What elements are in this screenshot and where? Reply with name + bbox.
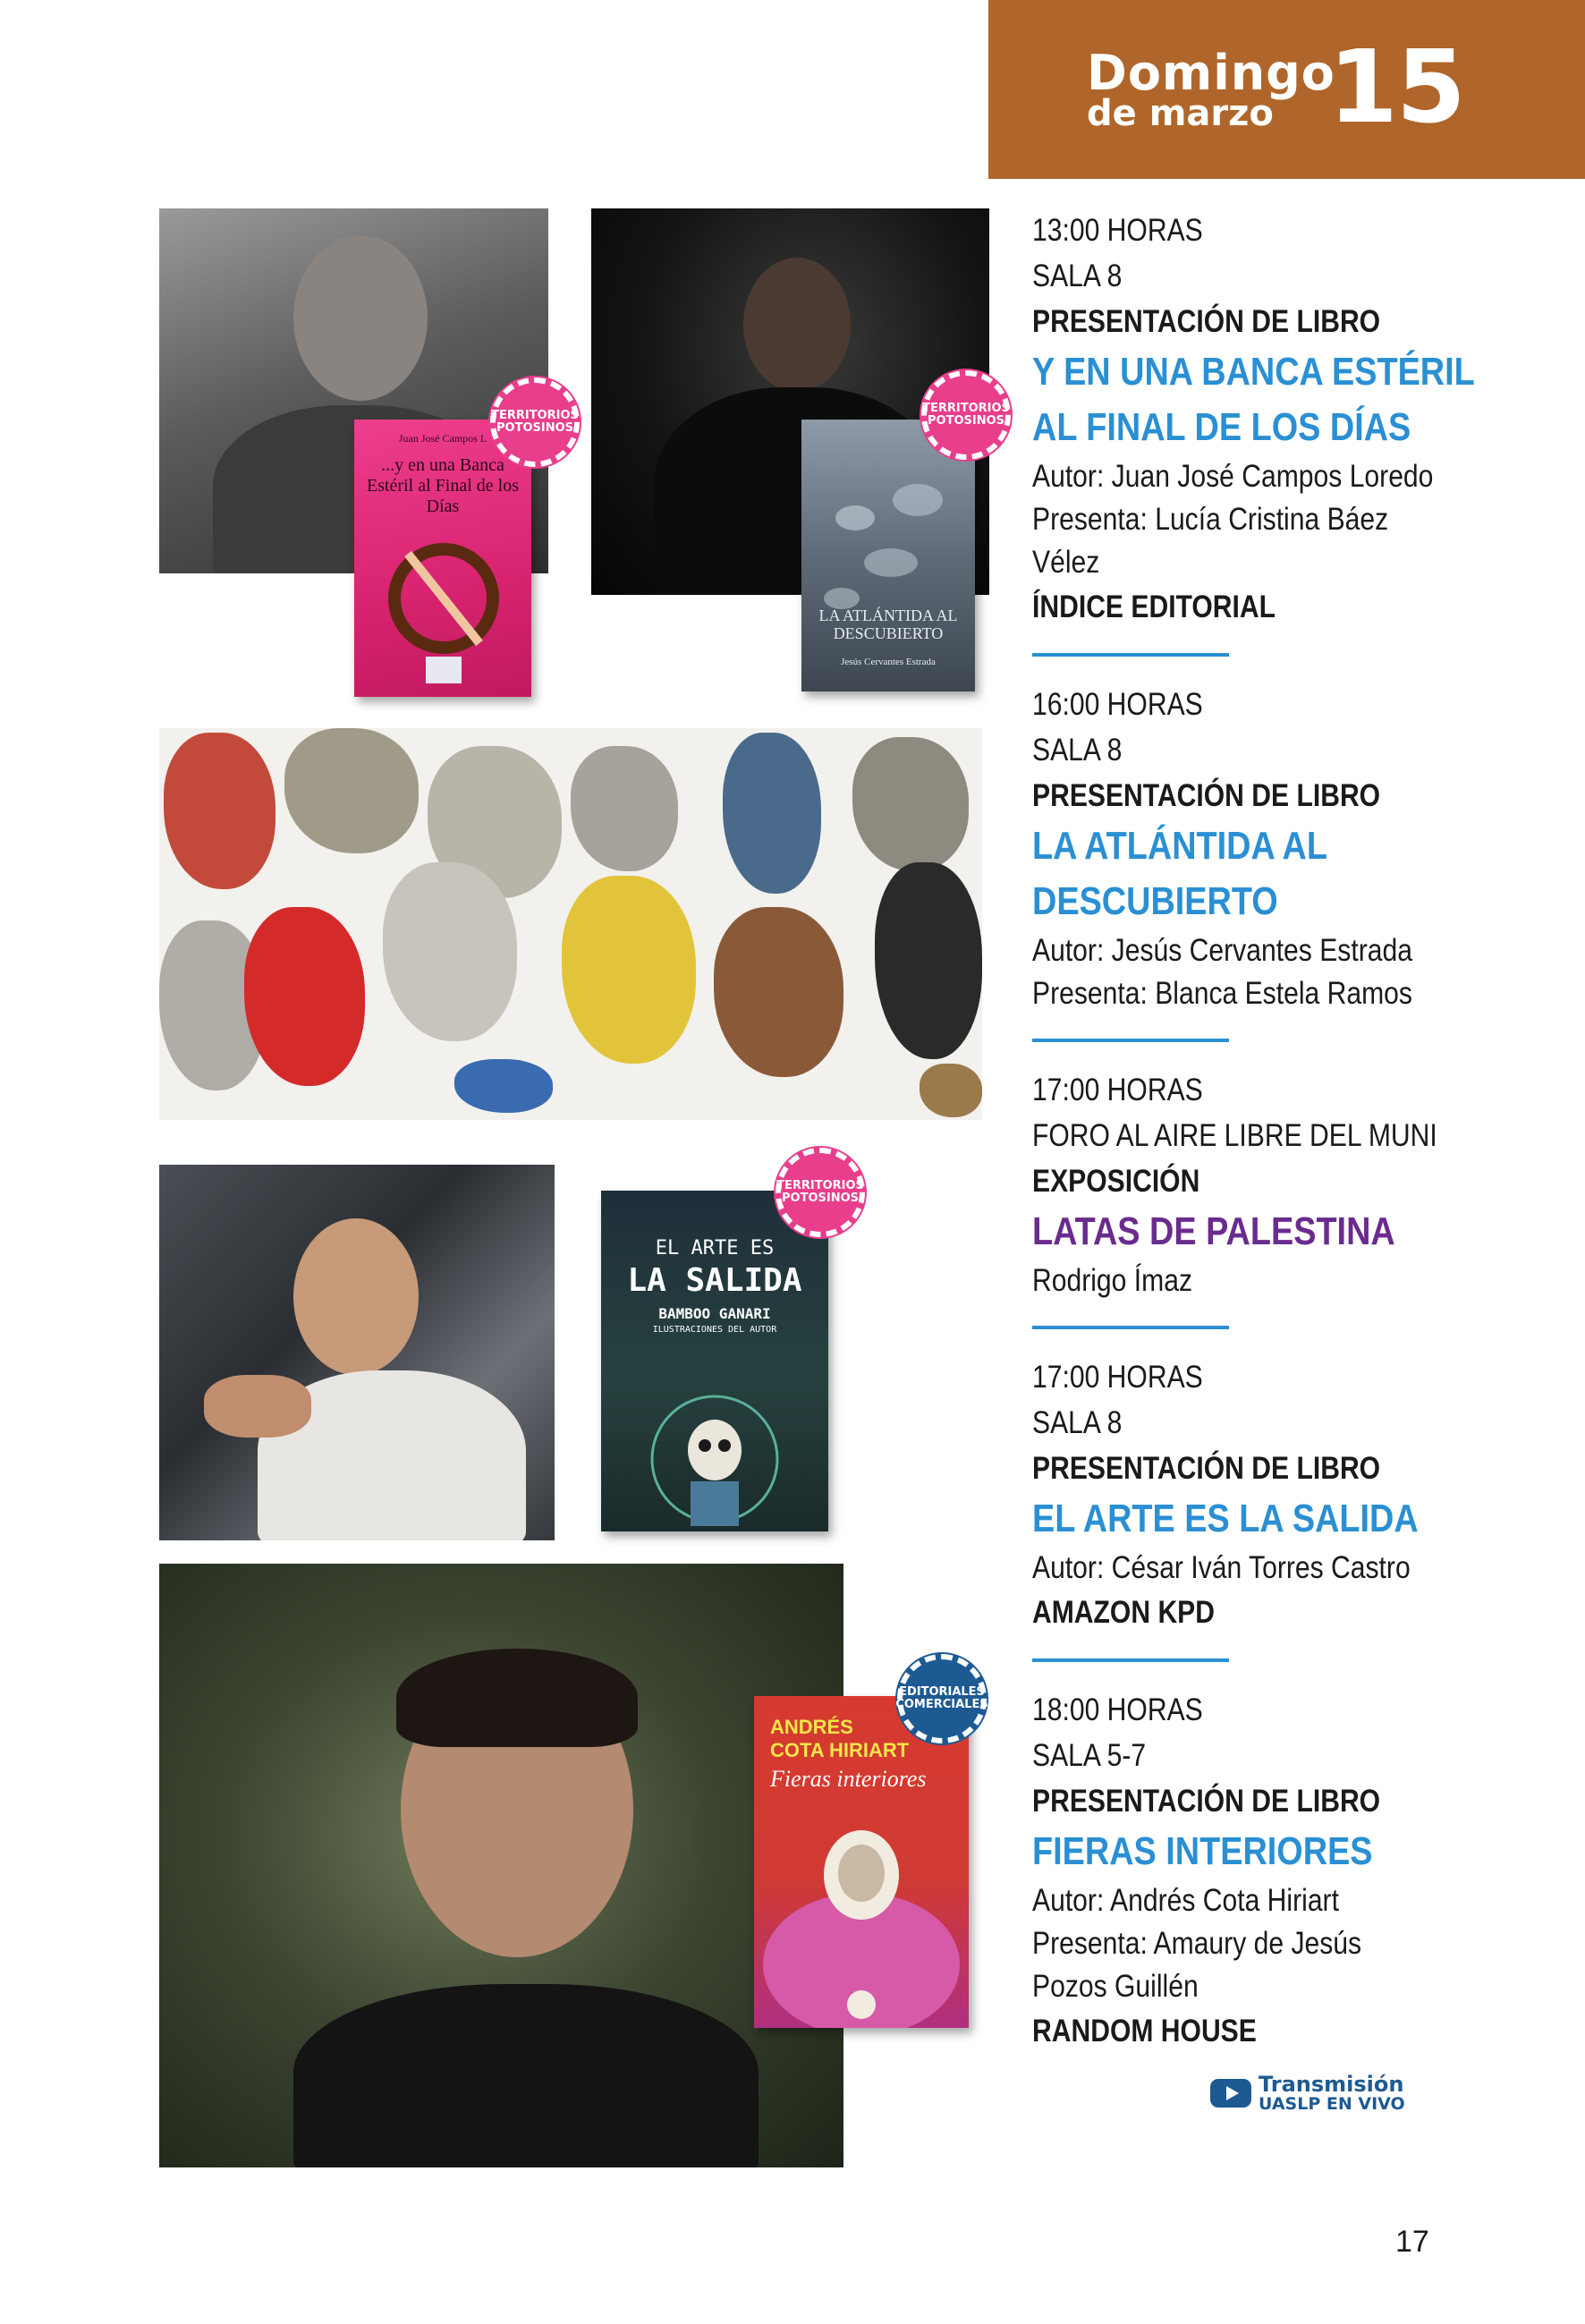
can	[164, 733, 275, 889]
cover-author: Juan José Campos L	[398, 432, 487, 445]
event-publisher: AMAZON KPD	[1032, 1595, 1216, 1630]
event-venue: SALA 8	[1032, 1405, 1123, 1440]
cover-illustration	[754, 1696, 969, 2028]
author-photo-cota-hiriart	[159, 1564, 843, 2167]
hair-shape	[396, 1649, 638, 1747]
event-time: 16:00 HORAS	[1032, 687, 1203, 722]
play-icon	[1210, 2079, 1251, 2108]
cover-title: Fieras interiores	[770, 1766, 927, 1792]
separator	[1032, 1326, 1229, 1329]
can	[454, 1059, 553, 1113]
separator	[1032, 1039, 1229, 1042]
face-shape	[293, 1218, 419, 1375]
page-number: 17	[1395, 2225, 1429, 2259]
event-time: 17:00 HORAS	[1032, 1360, 1203, 1395]
event-author: Rodrigo Ímaz	[1032, 1263, 1193, 1298]
book-cover-atlantida	[801, 420, 975, 691]
stream-text	[1259, 2074, 1405, 2114]
cover-author-line1: ANDRÉS	[770, 1716, 853, 1738]
territorios-potosinos-badge	[490, 377, 580, 467]
cover-title: LA ATLÁNTIDA AL DESCUBIERTO	[818, 606, 958, 642]
event-title: AL FINAL DE LOS DÍAS	[1032, 405, 1411, 449]
can	[920, 1064, 982, 1117]
cover-author: Jesús Cervantes Estrada	[841, 657, 936, 667]
event-presenter: Presenta: Blanca Estela Ramos	[1032, 976, 1412, 1011]
event-type: PRESENTACIÓN DE LIBRO	[1032, 304, 1381, 339]
can	[852, 737, 969, 871]
event-author: Autor: César Iván Torres Castro	[1032, 1550, 1411, 1585]
event-time: 13:00 HORAS	[1032, 213, 1203, 248]
book-cover-arte-salida	[601, 1191, 828, 1531]
event-5	[1032, 1687, 1569, 2054]
stream-label: Transmisión	[1259, 2072, 1404, 2097]
event-venue: SALA 5-7	[1032, 1738, 1147, 1773]
event-venue: SALA 8	[1032, 733, 1123, 768]
event-title: LATAS DE PALESTINA	[1032, 1209, 1395, 1253]
cover-texture	[801, 420, 975, 691]
event-presenter: Pozos Guillén	[1032, 1969, 1199, 2004]
day-number: 15	[1328, 30, 1464, 146]
event-title: EL ARTE ES LA SALIDA	[1032, 1497, 1419, 1540]
event-title: DESCUBIERTO	[1032, 879, 1278, 923]
event-title: LA ATLÁNTIDA AL	[1032, 824, 1327, 868]
cover-title-top: EL ARTE ES	[655, 1237, 775, 1260]
author-photo-torres	[159, 1165, 555, 1540]
badge-label: TERRITORIOS POTOSINOS	[922, 401, 1010, 428]
editoriales-comerciales-badge	[897, 1654, 987, 1743]
event-publisher: RANDOM HOUSE	[1032, 2014, 1257, 2048]
badge-label: TERRITORIOS POTOSINOS	[491, 408, 579, 435]
can	[571, 746, 678, 871]
skull-illustration	[601, 1191, 828, 1531]
event-time: 17:00 HORAS	[1032, 1073, 1203, 1107]
crushed-cans-photo	[159, 728, 982, 1120]
territorios-potosinos-badge	[921, 370, 1011, 460]
book-cover-fieras-interiores	[754, 1696, 969, 2028]
event-publisher: ÍNDICE EDITORIAL	[1032, 589, 1276, 624]
event-type: EXPOSICIÓN	[1032, 1164, 1200, 1199]
stream-sub: UASLP EN VIVO	[1259, 2094, 1405, 2114]
date-header	[988, 0, 1585, 179]
event-presenter: Presenta: Amaury de Jesús	[1032, 1926, 1362, 1961]
cover-subtitle: ILUSTRACIONES DEL AUTOR	[652, 1325, 777, 1335]
event-3	[1032, 1067, 1569, 1302]
event-4	[1032, 1354, 1569, 1635]
separator	[1032, 1658, 1229, 1662]
schedule-column	[1032, 208, 1569, 2054]
can	[284, 728, 419, 853]
event-title: Y EN UNA BANCA ESTÉRIL	[1032, 350, 1475, 394]
event-presenter: Presenta: Lucía Cristina Báez	[1032, 502, 1389, 537]
can	[714, 907, 843, 1077]
month-name: de marzo	[1087, 93, 1274, 134]
can	[383, 862, 517, 1041]
event-type: PRESENTACIÓN DE LIBRO	[1032, 1784, 1381, 1819]
badge-label: EDITORIALES COMERCIALES	[895, 1684, 988, 1711]
separator	[1032, 653, 1229, 657]
event-presenter: Vélez	[1032, 545, 1100, 580]
event-venue: FORO AL AIRE LIBRE DEL MUNI	[1032, 1118, 1437, 1153]
face-shape	[743, 258, 851, 392]
cover-author: BAMBOO GANARI	[658, 1305, 771, 1322]
cover-title-main: LA SALIDA	[627, 1262, 802, 1299]
event-type: PRESENTACIÓN DE LIBRO	[1032, 1451, 1381, 1486]
event-venue: SALA 8	[1032, 259, 1123, 293]
cover-author-line2: COTA HIRIART	[770, 1739, 910, 1761]
can	[723, 733, 821, 894]
badge-label: TERRITORIOS POTOSINOS	[776, 1178, 864, 1205]
event-author: Autor: Juan José Campos Loredo	[1032, 459, 1434, 494]
transmision-link[interactable]	[1210, 2074, 1405, 2114]
can	[244, 907, 365, 1086]
date-words	[1087, 45, 1335, 134]
face-shape	[293, 235, 428, 401]
event-time: 18:00 HORAS	[1032, 1692, 1203, 1727]
event-type: PRESENTACIÓN DE LIBRO	[1032, 778, 1381, 813]
can	[875, 862, 982, 1059]
event-author: Autor: Andrés Cota Hiriart	[1032, 1883, 1339, 1918]
cover-illustration	[354, 420, 531, 697]
territorios-potosinos-badge	[776, 1148, 865, 1237]
book-cover-banca-esteril	[354, 420, 531, 697]
torso-shape	[293, 1984, 759, 2167]
hand-shape	[204, 1375, 311, 1438]
event-1	[1032, 208, 1569, 630]
event-title: FIERAS INTERIORES	[1032, 1829, 1373, 1873]
day-name: Domingo	[1087, 45, 1335, 101]
event-author: Autor: Jesús Cervantes Estrada	[1032, 933, 1412, 968]
cover-title: ...y en una Banca Estéril al Final de los Días	[367, 455, 519, 516]
can	[562, 876, 696, 1064]
event-2	[1032, 682, 1569, 1015]
